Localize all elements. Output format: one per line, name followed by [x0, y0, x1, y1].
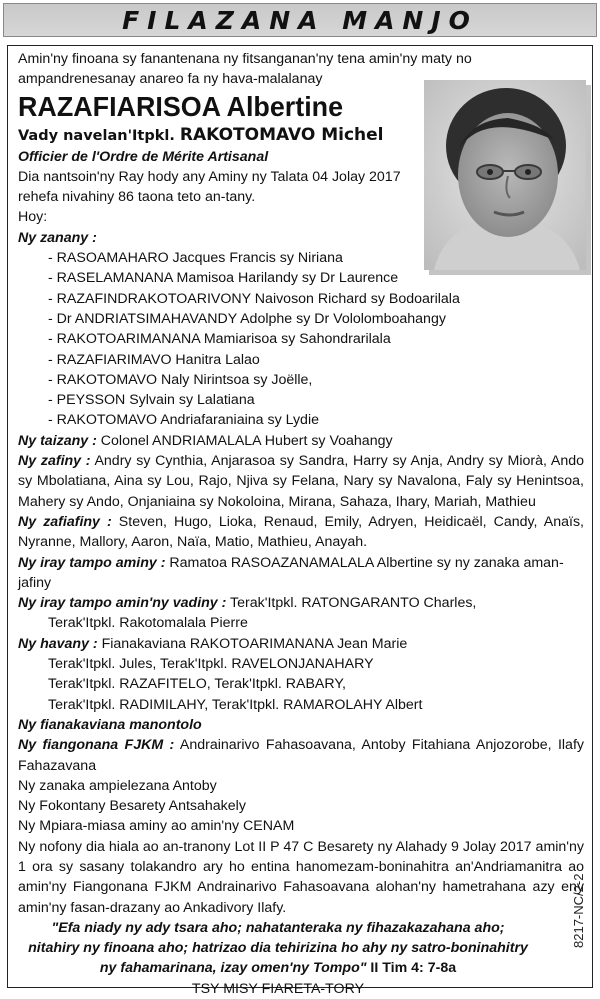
header-banner [3, 3, 597, 37]
distinction: Officier de l'Ordre de Mérite Artisanal [18, 148, 269, 165]
children-heading: Ny zanany : [18, 229, 97, 246]
death-line-2: rehefa nivahiny 86 taona teto an-tany. [18, 189, 256, 206]
spouse-prefix: Vady navelan'Itpkl. [18, 127, 175, 144]
list-item: - Dr ANDRIATSIMAHAVANDY Adolphe sy Dr Vololomboahangy [48, 309, 584, 329]
list-item: - RAZAFIARIMAVO Hanitra Lalao [48, 350, 584, 370]
page-title: FILAZANA MANJO [122, 5, 478, 35]
quote-line-2: nitahiry ny finoana aho; hatrizao dia tehirizina ho ahy ny satro-boninahitry [28, 940, 528, 957]
grandchildren-text: Andry sy Cynthia, Anjarasoa sy Sandra, Harry sy Anja, Andry sy Miorà, Ando sy Mbolatiana, Aina sy Lou, Rajo, Njiva sy Felana, Nary sy Navalona, Faly sy Henintsoa, Mahery sy Ando, Onjaniaina sy Nokoloina, Mirana, Sahaza, Ihary, Mariah, Mathieu [18, 453, 585, 510]
tampo-label: Ny iray tampo aminy : [18, 554, 166, 571]
list-item: - RAKOTOMAVO Andriafaraniaina sy Lydie [48, 410, 584, 430]
havany-line [18, 634, 584, 654]
quote-text-3: ny fahamarinana, izay omen'ny Tompo" [99, 960, 367, 977]
tampo-text: Ramatoa RASOAZANAMALALA Albertine sy ny zanaka aman-jafiny [18, 554, 564, 591]
spouse-name: RAKOTOMAVO Michel [179, 124, 384, 145]
tampo-vadiny-line [18, 593, 584, 613]
tampo-vadiny-text: Terak'Itpkl. RATONGARANTO Charles, [226, 595, 477, 612]
sibling-line [18, 431, 584, 451]
hoy-label: Hoy: [18, 209, 48, 226]
list-item: - RAKOTOARIMANANA Mamiarisoa sy Sahondrarilala [48, 329, 584, 349]
list-item: - RASOAMAHARO Jacques Francis sy Niriana [48, 248, 584, 268]
havany-label: Ny havany : [18, 635, 98, 652]
fiangonana-label: Ny fiangonana FJKM : [18, 737, 175, 754]
great-grandchildren-label: Ny zafiafiny : [18, 513, 112, 530]
children-list [18, 248, 584, 431]
intro-text: Amin'ny finoana sy fanantenana ny fitsanganan'ny tena amin'ny maty no ampandrenesanay anareo fa ny hava-malalanay [18, 51, 472, 88]
list-item: - RAKOTOMAVO Naly Nirintsoa sy Joëlle, [48, 370, 584, 390]
sibling-label: Ny taizany : [18, 432, 97, 449]
funeral-para: Ny nofony dia hiala ao an-tranony Lot II P 47 C Besarety ny Alahady 9 Jolay 2017 amin'ny 1 ora sy sasany tolakandro ary ho entina hanomezam-boninahitra an'Andriamanitra ao amin'ny Fiangonana FJKM Andrainarivo Fahasoavana alohan'ny hametrahana azy eny amin'ny fasan-drazany ao Ankadivory Ilafy. [18, 838, 584, 916]
quote-line-3 [18, 958, 538, 978]
spouse-line [18, 124, 584, 147]
quote-reference: II Tim 4: 7-8a [366, 960, 457, 977]
other-line-1: Ny zanaka ampielezana Antoby [18, 777, 217, 794]
closing-text: TSY MISY FIARETA-TORY [191, 980, 365, 997]
death-line-1: Dia nantsoin'ny Ray hody any Aminy ny Talata 04 Jolay 2017 [18, 168, 401, 185]
great-grandchildren-para [18, 512, 584, 553]
tampo-vadiny-line-2: Terak'Itpkl. Rakotomalala Pierre [48, 615, 248, 632]
havany-line-4: Terak'Itpkl. RADIMILAHY, Terak'Itpkl. RAMAROLAHY Albert [48, 696, 423, 713]
sibling-text: Colonel ANDRIAMALALA Hubert sy Voahangy [96, 432, 393, 449]
notice-body [18, 49, 584, 999]
quote-line-1: "Efa niady ny ady tsara aho; nahatanteraka ny fihazakazahana aho; [51, 919, 505, 936]
other-line-2: Ny Fokontany Besarety Antsahakely [18, 798, 246, 815]
tampo-line [18, 553, 584, 594]
list-item: - RAZAFINDRAKOTOARIVONY Naivoson Richard sy Bodoarilala [48, 289, 584, 309]
havany-line-3: Terak'Itpkl. RAZAFITELO, Terak'Itpkl. RABARY, [48, 676, 346, 693]
tampo-vadiny-label: Ny iray tampo amin'ny vadiny : [18, 595, 227, 612]
great-grandchildren-text: Steven, Hugo, Lioka, Renaud, Emily, Adryen, Heidicaël, Candy, Anaïs, Nyranne, Mallory, Aaron, Naïa, Matio, Mathieu, Anayah. [18, 513, 584, 551]
fiangonana-text: Andrainarivo Fahasoavana, Antoby Fitahiana Anjozorobe, Ilafy Fahazavana [18, 737, 584, 774]
list-item: - RASELAMANANA Mamisoa Harilandy sy Dr Laurence [48, 268, 584, 288]
grandchildren-para [18, 451, 584, 512]
list-item: - PEYSSON Sylvain sy Lalatiana [48, 390, 584, 410]
fiangonana-para [18, 735, 584, 776]
other-line-3: Ny Mpiara-miasa aminy ao amin'ny CENAM [18, 818, 295, 835]
havany-text: Fianakaviana RAKOTOARIMANANA Jean Marie [97, 635, 408, 652]
havany-line-2: Terak'Itpkl. Jules, Terak'Itpkl. RAVELONJANAHARY [48, 656, 374, 673]
manontolo-heading: Ny fianakaviana manontolo [18, 716, 202, 733]
deceased-name: RAZAFIARISOA Albertine [18, 90, 344, 122]
grandchildren-label: Ny zafiny : [18, 453, 91, 470]
ad-reference: 8217-NC/2-2 [571, 873, 586, 948]
